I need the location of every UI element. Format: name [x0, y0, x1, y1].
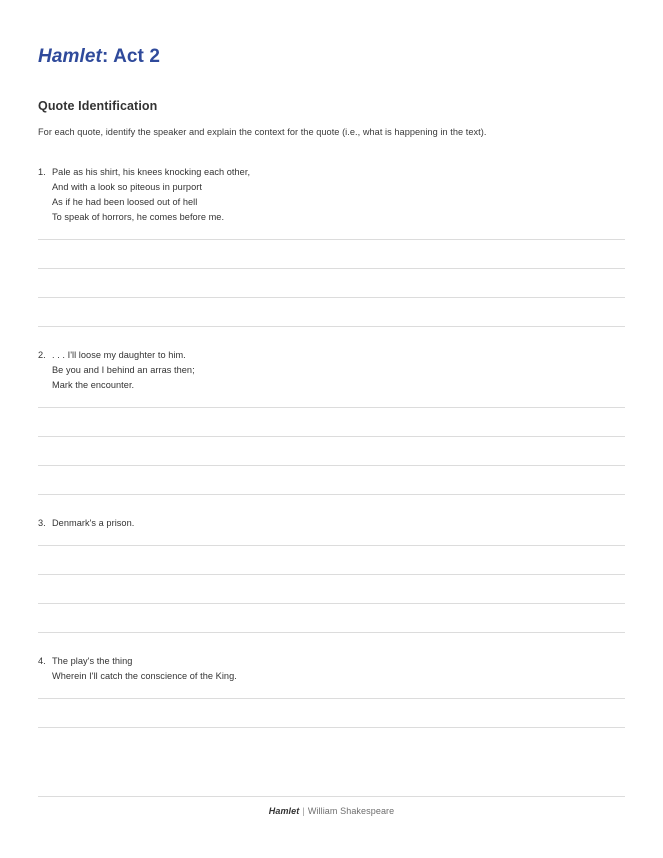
section-instructions: For each quote, identify the speaker and explain the context for the quote (i.e., what is happening in the text).	[38, 127, 487, 137]
quote-line: To speak of horrors, he comes before me.	[52, 212, 225, 222]
quote-block	[38, 165, 625, 225]
question-number: 2.	[38, 350, 46, 360]
answer-rule-line[interactable]	[38, 239, 625, 240]
answer-area[interactable]	[38, 684, 625, 728]
page-title-rest: : Act 2	[101, 46, 161, 67]
quote-block	[38, 516, 625, 531]
quote-line: Wherein I'll catch the conscience of the King.	[52, 671, 237, 681]
footer-work-title: Hamlet	[268, 806, 300, 816]
question-item	[38, 495, 625, 633]
footer-text	[38, 797, 625, 818]
quote-block	[38, 348, 625, 393]
answer-rule-line[interactable]	[38, 436, 625, 437]
answer-rule-line[interactable]	[38, 268, 625, 269]
answer-rule-line[interactable]	[38, 574, 625, 575]
answer-rule-line[interactable]	[38, 603, 625, 604]
quote-text	[52, 348, 625, 393]
question-item	[38, 327, 625, 495]
answer-area[interactable]	[38, 531, 625, 633]
answer-area[interactable]	[38, 225, 625, 327]
page-title-work: Hamlet	[38, 46, 102, 67]
quote-line: The play's the thing	[52, 656, 133, 666]
answer-rule-line[interactable]	[38, 297, 625, 298]
answer-rule-line[interactable]	[38, 407, 625, 408]
quote-line: . . . I'll loose my daughter to him.	[52, 350, 186, 360]
question-item	[38, 139, 625, 327]
quote-text	[52, 654, 625, 684]
page-footer	[38, 796, 625, 818]
question-number: 1.	[38, 167, 46, 177]
footer-separator: |	[302, 806, 305, 816]
page-title	[38, 0, 625, 69]
answer-area[interactable]	[38, 393, 625, 495]
quote-text	[52, 516, 625, 531]
footer-author: William Shakespeare	[307, 806, 395, 816]
quote-block	[38, 654, 625, 684]
answer-rule-line[interactable]	[38, 698, 625, 699]
question-item	[38, 633, 625, 728]
quote-line: Be you and I behind an arras then;	[52, 365, 195, 375]
question-number: 3.	[38, 518, 46, 528]
section-heading: Quote Identification	[38, 99, 158, 113]
quote-line: Mark the encounter.	[52, 380, 135, 390]
answer-rule-line[interactable]	[38, 545, 625, 546]
quote-line: Pale as his shirt, his knees knocking each other,	[52, 167, 251, 177]
quote-line: And with a look so piteous in purport	[52, 182, 202, 192]
quote-text	[52, 165, 625, 225]
answer-rule-line[interactable]	[38, 465, 625, 466]
question-number: 4.	[38, 656, 46, 666]
quote-line: As if he had been loosed out of hell	[52, 197, 198, 207]
questions-list	[38, 139, 625, 728]
quote-line: Denmark's a prison.	[52, 518, 135, 528]
answer-rule-line[interactable]	[38, 727, 625, 728]
